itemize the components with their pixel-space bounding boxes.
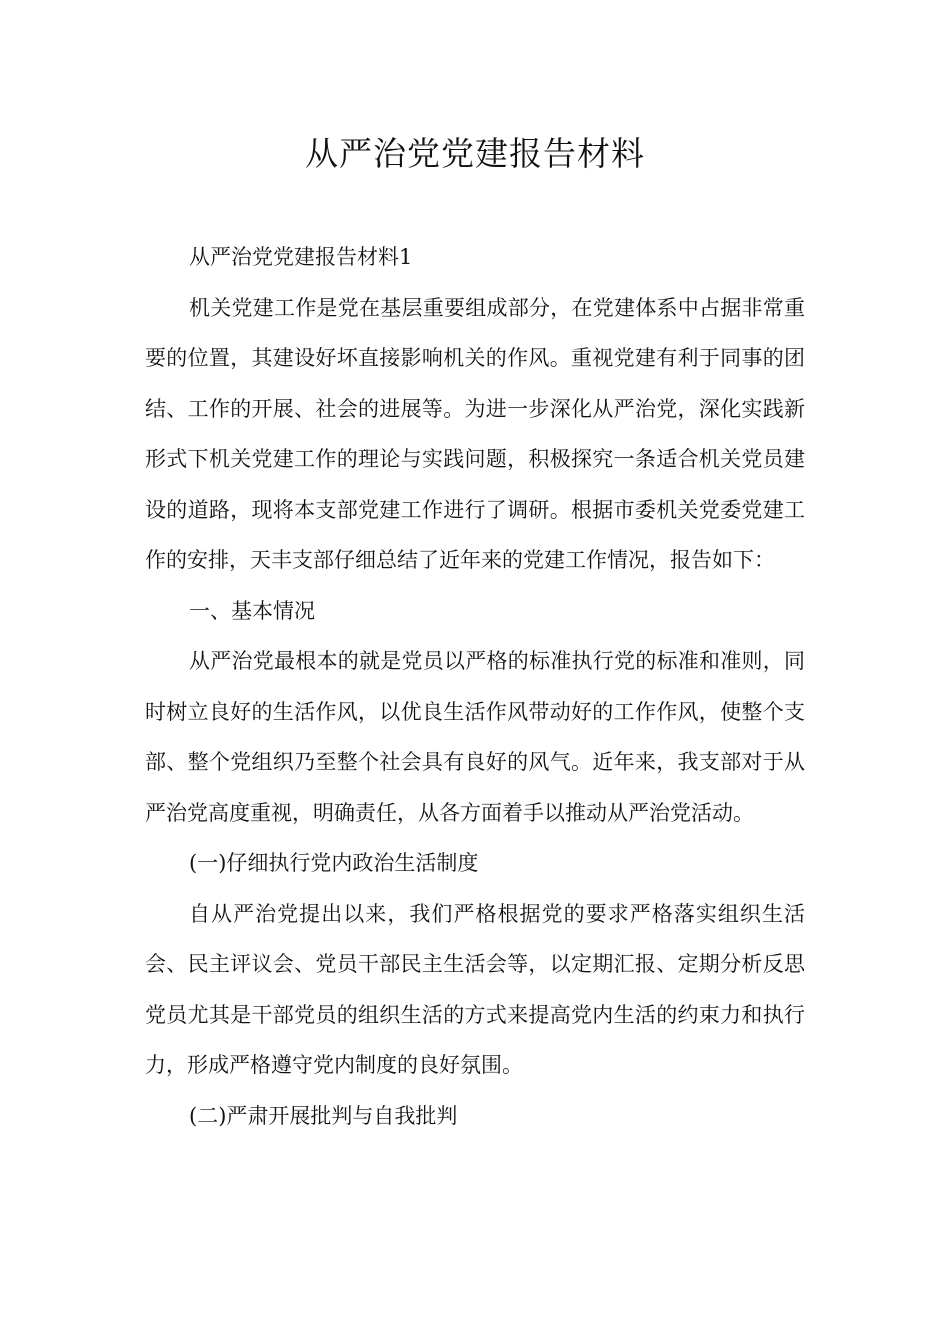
document-body bbox=[145, 232, 805, 1141]
section-heading-basic-situation: 一、基本情况 bbox=[189, 598, 315, 623]
subtitle-paragraph: 从严治党党建报告材料1 bbox=[189, 245, 413, 269]
intro-paragraph: 机关党建工作是党在基层重要组成部分，在党建体系中占据非常重要的位置，其建设好坏直接影响机关的作风。重视党建有利于同事的团结、工作的开展、社会的进展等。为进一步深化从严治党，深化实践新形式下机关党建工作的理论与实践问题，积极探究一条适合机关党员建设的道路，现将本支部党建工作进行了调研。根据市委机关党委党建工作的安排，天丰支部仔细总结了近年来的党建工作情况，报告如下： bbox=[145, 295, 805, 572]
document-title: 从严治党党建报告材料 bbox=[305, 134, 645, 173]
subsection-1-paragraph: 自从严治党提出以来，我们严格根据党的要求严格落实组织生活会、民主评议会、党员干部民主生活会等，以定期汇报、定期分析反思党员尤其是干部党员的组织生活的方式来提高党内生活的约束力和执行力，形成严格遵守党内制度的良好氛围。 bbox=[145, 901, 805, 1077]
basic-situation-paragraph: 从严治党最根本的就是党员以严格的标准执行党的标准和准则，同时树立良好的生活作风，以优良生活作风带动好的工作作风，使整个支部、整个党组织乃至整个社会具有良好的风气。近年来，我支部对于从严治党高度重视，明确责任，从各方面着手以推动从严治党活动。 bbox=[145, 649, 805, 825]
subsection-heading-2: (二)严肃开展批判与自我批判 bbox=[189, 1103, 458, 1128]
subsection-heading-1: (一)仔细执行党内政治生活制度 bbox=[189, 851, 479, 875]
